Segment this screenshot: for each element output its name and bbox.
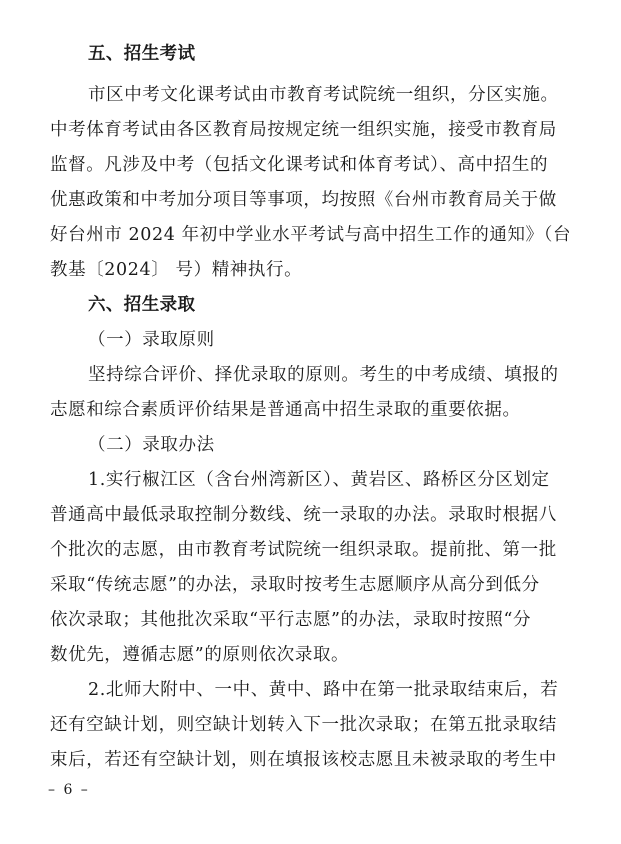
section-6-p3-line-2: 还有空缺计划，则空缺计划转入下一批次录取；在第五批录取结: [50, 715, 557, 735]
section-5-line-2: 中考体育考试由各区教育局按规定统一组织实施，接受市教育局: [50, 120, 557, 140]
section-6-heading: 六、招生录取: [88, 295, 196, 315]
section-6-sub-1: （一）录取原则: [88, 330, 215, 350]
section-6-p2-line-5: 依次录取；其他批次采取“平行志愿”的办法，录取时按照“分: [50, 610, 532, 630]
section-6-p2-line-3: 个批次的志愿，由市教育考试院统一组织录取。提前批、第一批: [50, 540, 557, 560]
section-6-p2-line-2: 普通高中最低录取控制分数线、统一录取的办法。录取时根据八: [50, 505, 557, 525]
section-6-p2-line-1: 1.实行椒江区（含台州湾新区）、黄岩区、路桥区分区划定: [88, 470, 550, 490]
section-6-sub-2: （二）录取办法: [88, 435, 215, 455]
section-5-heading: 五、招生考试: [88, 44, 196, 64]
section-5-line-4: 优惠政策和中考加分项目等事项，均按照《台州市教育局关于做: [50, 190, 557, 210]
section-5-line-5: 好台州市 2024 年初中学业水平考试与高中招生工作的通知》（台: [50, 225, 572, 245]
section-6-p1-line-2: 志愿和综合素质评价结果是普通高中招生录取的重要依据。: [50, 400, 521, 420]
section-6-p3-line-3: 束后，若还有空缺计划，则在填报该校志愿且未被录取的考生中: [50, 750, 557, 770]
section-5-line-6: 教基〔2024〕 号）精神执行。: [50, 260, 303, 280]
section-5-line-1: 市区中考文化课考试由市教育考试院统一组织，分区实施。: [88, 85, 559, 105]
page-number: – 6 –: [48, 782, 90, 798]
section-6-p2-line-4: 采取“传统志愿”的办法，录取时按考生志愿顺序从高分到低分: [50, 575, 540, 595]
section-6-p3-line-1: 2.北师大附中、一中、黄中、路中在第一批录取结束后，若: [88, 680, 559, 700]
section-6-p1-line-1: 坚持综合评价、择优录取的原则。考生的中考成绩、填报的: [88, 365, 559, 385]
section-6-p2-line-6: 数优先，遵循志愿”的原则依次录取。: [50, 645, 350, 665]
section-5-line-3: 监督。凡涉及中考（包括文化课考试和体育考试）、高中招生的: [50, 155, 549, 175]
